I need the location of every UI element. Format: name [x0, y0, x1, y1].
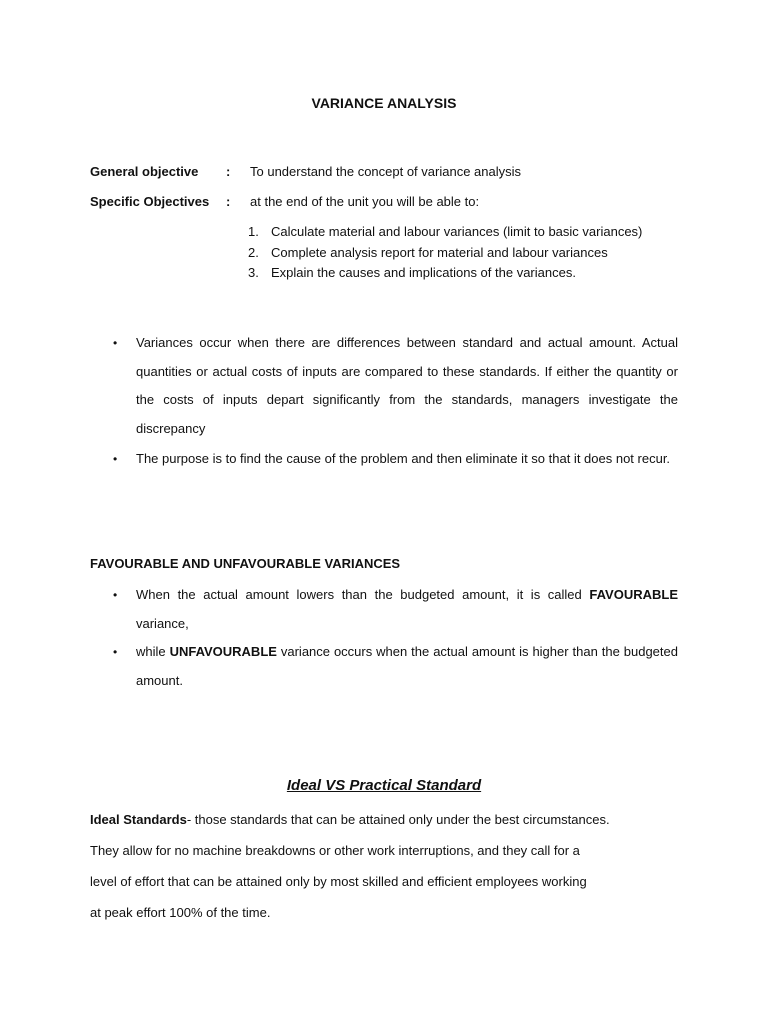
general-objective-colon: :: [226, 164, 231, 179]
objective-item: [248, 265, 642, 286]
page-title: VARIANCE ANALYSIS: [311, 95, 457, 111]
specific-objectives-label: Specific Objectives: [90, 194, 210, 209]
bullet-icon: •: [113, 645, 118, 659]
paragraph-line: level of effort that can be attained only by most skilled and efficient employees working: [90, 874, 587, 889]
objective-number: 1.: [248, 224, 259, 239]
unfavourable-term: UNFAVOURABLE: [169, 644, 277, 659]
bullet-item: [113, 329, 678, 443]
bullet-text-pre: When the actual amount lowers than the budgeted amount, it is called: [136, 587, 590, 602]
bullet-item: [113, 445, 678, 474]
section-heading-favourable: FAVOURABLE AND UNFAVOURABLE VARIANCES: [90, 556, 401, 571]
objective-text: Complete analysis report for material and labour variances: [271, 244, 608, 260]
favourable-term: FAVOURABLE: [589, 587, 678, 602]
bullet-text-post: variance,: [136, 615, 189, 631]
bullet-text-post: variance occurs when the actual amount is higher than the budgeted amount.: [136, 644, 678, 688]
objective-item: [248, 245, 642, 266]
objective-text: Calculate material and labour variances (limit to basic variances): [271, 224, 643, 239]
bullet-item: [113, 581, 678, 638]
objective-text: Explain the causes and implications of the variances.: [271, 265, 576, 280]
paragraph-text: - those standards that can be attained only under the best circumstances.: [186, 812, 610, 827]
bullet-icon: •: [113, 588, 118, 602]
bullet-text: The purpose is to find the cause of the problem and then eliminate it so that it does not recur.: [136, 451, 671, 466]
paragraph-line: They allow for no machine breakdowns or other work interruptions, and they call for a: [90, 843, 580, 858]
bullet-icon: •: [113, 452, 118, 466]
objective-number: 3.: [248, 265, 259, 280]
paragraph-line: at peak effort 100% of the time.: [90, 905, 271, 920]
general-objective-value: To understand the concept of variance analysis: [250, 164, 522, 179]
bullet-text: Variances occur when there are differences between standard and actual amount. Actual quantities or actual costs of inputs are compared to these standards. If either the quantity or the costs of inputs depart significantly from the standards, managers investigate the discrepancy: [136, 335, 678, 436]
specific-objectives-value: at the end of the unit you will be able to:: [250, 194, 480, 209]
specific-objectives-colon: :: [226, 194, 231, 209]
ideal-standards-term: Ideal Standards: [90, 812, 187, 827]
section-heading-ideal-vs-practical: Ideal VS Practical Standard: [286, 777, 482, 794]
objectives-list: [248, 224, 642, 286]
bullet-item: [113, 638, 678, 695]
favourable-bullets: [113, 581, 678, 695]
paragraph-line: [90, 812, 690, 843]
bullet-icon: •: [113, 336, 118, 350]
general-objective-label: General objective: [90, 164, 199, 179]
bullet-text-pre: while: [136, 644, 170, 659]
objective-item: [248, 224, 642, 245]
variance-bullets: [113, 329, 678, 474]
ideal-standards-paragraph: [90, 812, 690, 936]
objective-number: 2.: [248, 244, 259, 260]
